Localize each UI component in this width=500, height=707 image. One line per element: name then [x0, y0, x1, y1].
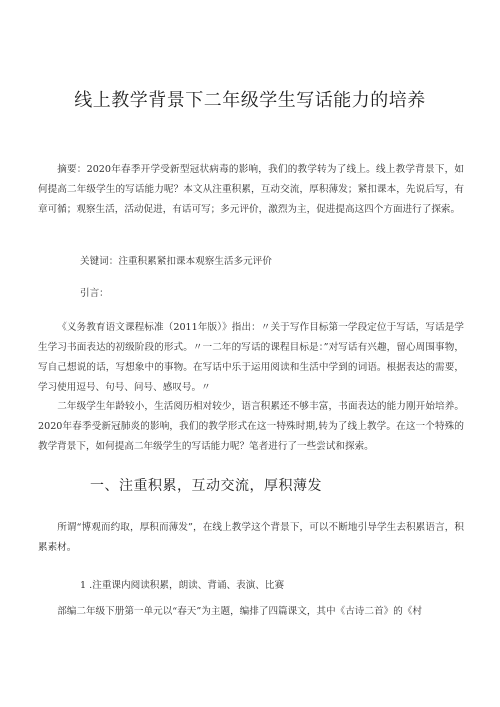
- subsection-number: 1: [80, 580, 87, 591]
- section-intro-paragraph: 所谓“博观而约取，厚积而薄发”，在线上教学这个背景下，可以不断地引导学生去积累语言，积累素材。: [38, 522, 464, 553]
- page-title: 线上教学背景下二年级学生写话能力的培养: [74, 90, 426, 111]
- quote-paragraph: 《义务教育语文课程标准（2011年版）》指出：〃关于写作目标第一学段定位于写话，写话是学生学习书面表达的初级阶段的形式。〃一二年的写话的课程目标是：”对写话有兴趣，留心周围事物，写自己想说的话，写想象中的事物。在写话中乐于运用阅读和生活中学到的词语。根据表达的需要，学习使用逗号、句号、问号、感叹号。〃: [38, 322, 464, 393]
- abstract-paragraph: 摘要：2020年春季开学受新型冠状病毒的影响，我们的教学转为了线上。线上教学背景下，如何提高二年级学生的写话能力呢？本文从注重积累，互动交流，厚积薄发；紧扣课本，先说后写，有章可循；观察生活，活动促进，有话可写；多元评价，激烈为主，促进提高这四个方面进行了探索。: [38, 164, 464, 215]
- subsection-paragraph: 部编二年级下册第一单元以“春天”为主题，编排了四篇课文，其中《古诗二首》的《村: [57, 606, 422, 617]
- background-paragraph: 二年级学生年龄较小，生活阅历相对较少，语言积累还不够丰富，书面表达的能力刚开始培养。2020年春季受新冠肺炎的影响，我们的教学形式在这一特殊时期,转为了线上教学。在这一个特殊的教学背景下，如何提高二年级学生的写话能力呢？笔者进行了一些尝试和探索。: [38, 401, 464, 452]
- subsection-title: .注重课内阅读积累，朗读、背诵、表演、比赛: [89, 580, 285, 591]
- subsection-heading: [80, 576, 284, 596]
- intro-label: 引言：: [80, 288, 109, 299]
- section-heading: 一、注重积累，互动交流，厚积薄发: [90, 478, 322, 494]
- keywords-line: 关键词：注重积累紧扣课本观察生活多元评价: [80, 256, 272, 267]
